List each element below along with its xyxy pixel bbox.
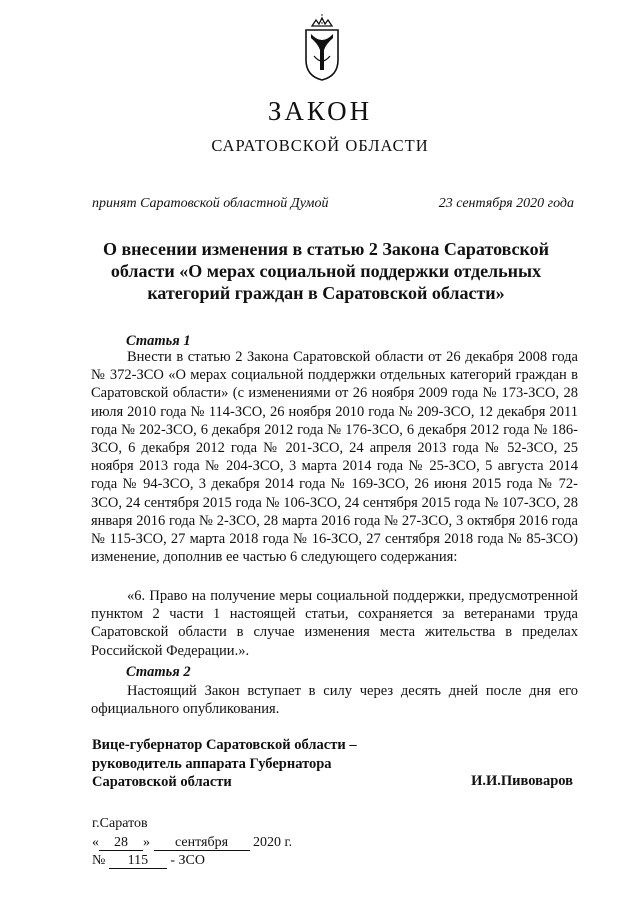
- article-1-quote-text: «6. Право на получение меры социальной поддержки, предусмотренной пунктом 2 части 1 настоящей статьи, сохраняется за ветеранами труда Саратовской области в случае изменения места жительства в пределах Российской Федерации.».: [91, 588, 578, 659]
- law-heading: О внесении изменения в статью 2 Закона Саратовской области «О мерах социальной поддержки отдельных категорий граждан в Саратовской области»: [102, 239, 550, 303]
- adoption-statement: принят Саратовской областной Думой: [92, 196, 329, 211]
- document-title: ЗАКОН: [267, 96, 373, 126]
- footer-block: [92, 815, 292, 871]
- article-2-title: Статья 2: [126, 664, 191, 680]
- article-1-body: Внести в статью 2 Закона Саратовской области от 26 декабря 2008 года № 372-ЗСО «О мерах социальной поддержки отдельных категорий граждан в Саратовской области» (с изменениями от 26 ноября 2009 года № 173-ЗСО, 28 июля 2010 года № 114-ЗСО, 26 ноября 2010 года № 209-ЗСО, 12 декабря 2011 года № 202-ЗСО, 6 декабря 2012 года № 176-ЗСО, 6 декабря 2012 года № 186-ЗСО, 6 декабря 2012 года № 201-ЗСО, 24 апреля 2013 года № 52-ЗСО, 25 ноября 2013 года № 204-ЗСО, 3 марта 2014 года № 25-ЗСО, 5 августа 2014 года № 94-ЗСО, 3 декабря 2014 года № 169-ЗСО, 26 июня 2015 года № 72-ЗСО, 24 сентября 2015 года № 106-ЗСО, 24 сентября 2015 года № 107-ЗСО, 28 января 2016 года № 2-ЗСО, 28 марта 2016 года № 27-ЗСО, 3 октября 2016 года № 115-ЗСО, 27 марта 2018 года № 16-ЗСО, 27 сентября 2018 года № 85-ЗСО) изменение, дополнив ее частью 6 следующего содержания:: [91, 349, 578, 566]
- date-line: « 28 » сентября 2020 г.: [92, 834, 293, 850]
- month-field: сентября: [154, 836, 250, 851]
- position-line-3: Саратовской области: [92, 774, 232, 790]
- day-field: 28: [99, 836, 143, 851]
- signatory-position: [92, 736, 357, 792]
- signatory-name: И.И.Пивоваров: [471, 773, 573, 789]
- article-1-text: [91, 348, 578, 566]
- article-2-body: Настоящий Закон вступает в силу через десять дней после дня его официального опубликования.: [91, 683, 578, 718]
- number-suffix: - ЗСО: [170, 853, 205, 868]
- position-line-1: Вице-губернатор Саратовской области –: [92, 737, 357, 753]
- document-subtitle: САРАТОВСКОЙ ОБЛАСТИ: [211, 136, 429, 155]
- coat-of-arms-icon: [302, 14, 342, 82]
- adoption-date: 23 сентября 2020 года: [438, 196, 574, 211]
- article-2-text: [91, 682, 578, 718]
- number-field: 115: [109, 854, 167, 869]
- position-line-2: руководитель аппарата Губернатора: [92, 755, 332, 772]
- year-field: 2020 г.: [253, 834, 293, 850]
- article-1-title: Статья 1: [126, 333, 191, 349]
- number-line: № 115 - ЗСО: [92, 853, 205, 868]
- article-1-quote: [91, 587, 578, 660]
- city: г.Саратов: [92, 816, 148, 831]
